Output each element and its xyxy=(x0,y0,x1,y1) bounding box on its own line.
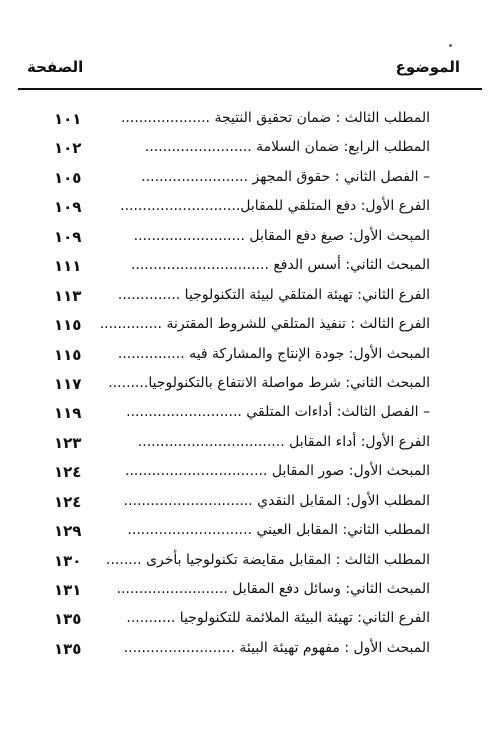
toc-page-number: ١٢٤ xyxy=(54,463,82,482)
toc-row xyxy=(0,463,500,492)
toc-page-number: ١١٩ xyxy=(54,404,82,423)
ink-dot xyxy=(449,44,452,47)
toc-page-number: ١١١ xyxy=(54,257,82,276)
toc-page-number: ١٠٩ xyxy=(54,227,82,246)
toc-entry-text: المطلب الرابع: ضمان السلامة ........................ xyxy=(144,139,430,156)
toc-row xyxy=(0,139,500,168)
toc-row xyxy=(0,434,500,463)
toc-entry-text: الفرع الثالث : تنفيذ المتلقي للشروط المقترنة .............. xyxy=(99,316,430,333)
toc-row xyxy=(0,198,500,227)
toc-entry-text: المبحث الأول: جودة الإنتاج والمشاركة فيه ............... xyxy=(117,345,430,362)
toc-row xyxy=(0,610,500,639)
page-column-heading: الصفحة xyxy=(27,58,84,76)
toc-entry-text: المطلب الثالث : ضمان تحقيق النتيجة .................... xyxy=(120,110,430,126)
toc-entry-text: المبحث الثاني: أسس الدفع ............................... xyxy=(130,257,430,274)
toc-page-number: ١٢٩ xyxy=(54,522,82,541)
toc-entry-text: المطلب الثاني: المقابل العيني ............................ xyxy=(127,522,430,539)
header-divider xyxy=(18,88,482,90)
toc-page-number: ١٠١ xyxy=(54,110,82,128)
toc-entry-text: الفرع الثاني: تهيئة المتلقي لبيئة التكنولوجيا .............. xyxy=(117,286,430,303)
toc-row xyxy=(0,110,500,139)
toc-entry-text: المبحث الأول: صيغ دفع المقابل ......................... xyxy=(133,227,430,244)
toc-entry-text: الفرع الثاني: تهيئة البيئة الملائمة للتكنولوجيا ........... xyxy=(126,610,430,627)
toc-entry-text: – الفصل الثالث: أداءات المتلقي .......................... xyxy=(126,404,430,421)
toc-entry-text: المطلب الأول: المقابل النقدي ............................. xyxy=(123,492,430,509)
toc-row xyxy=(0,404,500,433)
toc-entry-text: المبحث الأول: صور المقابل ................................ xyxy=(125,463,430,480)
toc-entry-text: – الفصل الثاني : حقوق المجهز ........................ xyxy=(141,168,430,185)
toc-row xyxy=(0,375,500,404)
toc-page-number: ١١٧ xyxy=(54,374,82,393)
toc-row xyxy=(0,169,500,198)
toc-page-number: ١١٣ xyxy=(54,286,82,305)
toc-row xyxy=(0,493,500,522)
toc-row xyxy=(0,316,500,345)
toc-entry-text: المبحث الأول : مفهوم تهيئة البيئة ......................... xyxy=(123,639,430,656)
toc-row xyxy=(0,257,500,286)
topic-column-heading: الموضوع xyxy=(395,58,460,76)
toc-entry-text: المبحث الثاني: شرط مواصلة الانتفاع بالتكنولوجيا......... xyxy=(108,374,430,391)
toc-row xyxy=(0,552,500,581)
toc-page-number: ١٣٥ xyxy=(54,610,82,629)
toc-page-number: ١٠٥ xyxy=(54,168,82,187)
toc-row xyxy=(0,581,500,610)
toc-row xyxy=(0,640,500,669)
toc-page-number: ١٢٣ xyxy=(54,433,82,452)
toc-row xyxy=(0,228,500,257)
toc-page-number: ١٠٩ xyxy=(54,198,82,217)
toc-row xyxy=(0,522,500,551)
toc-page-number: ١١٥ xyxy=(54,345,82,364)
toc-page-number: ١٢٤ xyxy=(54,492,82,511)
toc-entry-text: الفرع الأول: دفع المتلقي للمقابل........................... xyxy=(120,198,430,215)
toc-page-number: ١٣٥ xyxy=(54,639,82,658)
toc-page-number: ١٣١ xyxy=(54,581,82,599)
toc-entry-text: المبحث الثاني: وسائل دفع المقابل ......................... xyxy=(116,581,430,597)
toc-page-number: ١٣٠ xyxy=(54,551,82,570)
toc-page-number: ١١٥ xyxy=(54,316,82,335)
toc-row xyxy=(0,287,500,316)
toc-entry-text: الفرع الأول: أداء المقابل ................................. xyxy=(137,433,430,450)
toc-page-number: ١٠٢ xyxy=(54,139,82,158)
toc-list xyxy=(0,110,500,669)
toc-header xyxy=(0,58,500,82)
toc-row xyxy=(0,346,500,375)
toc-entry-text: المطلب الثالث : المقابل مقايضة تكنولوجيا بأخرى ........ xyxy=(106,551,430,568)
